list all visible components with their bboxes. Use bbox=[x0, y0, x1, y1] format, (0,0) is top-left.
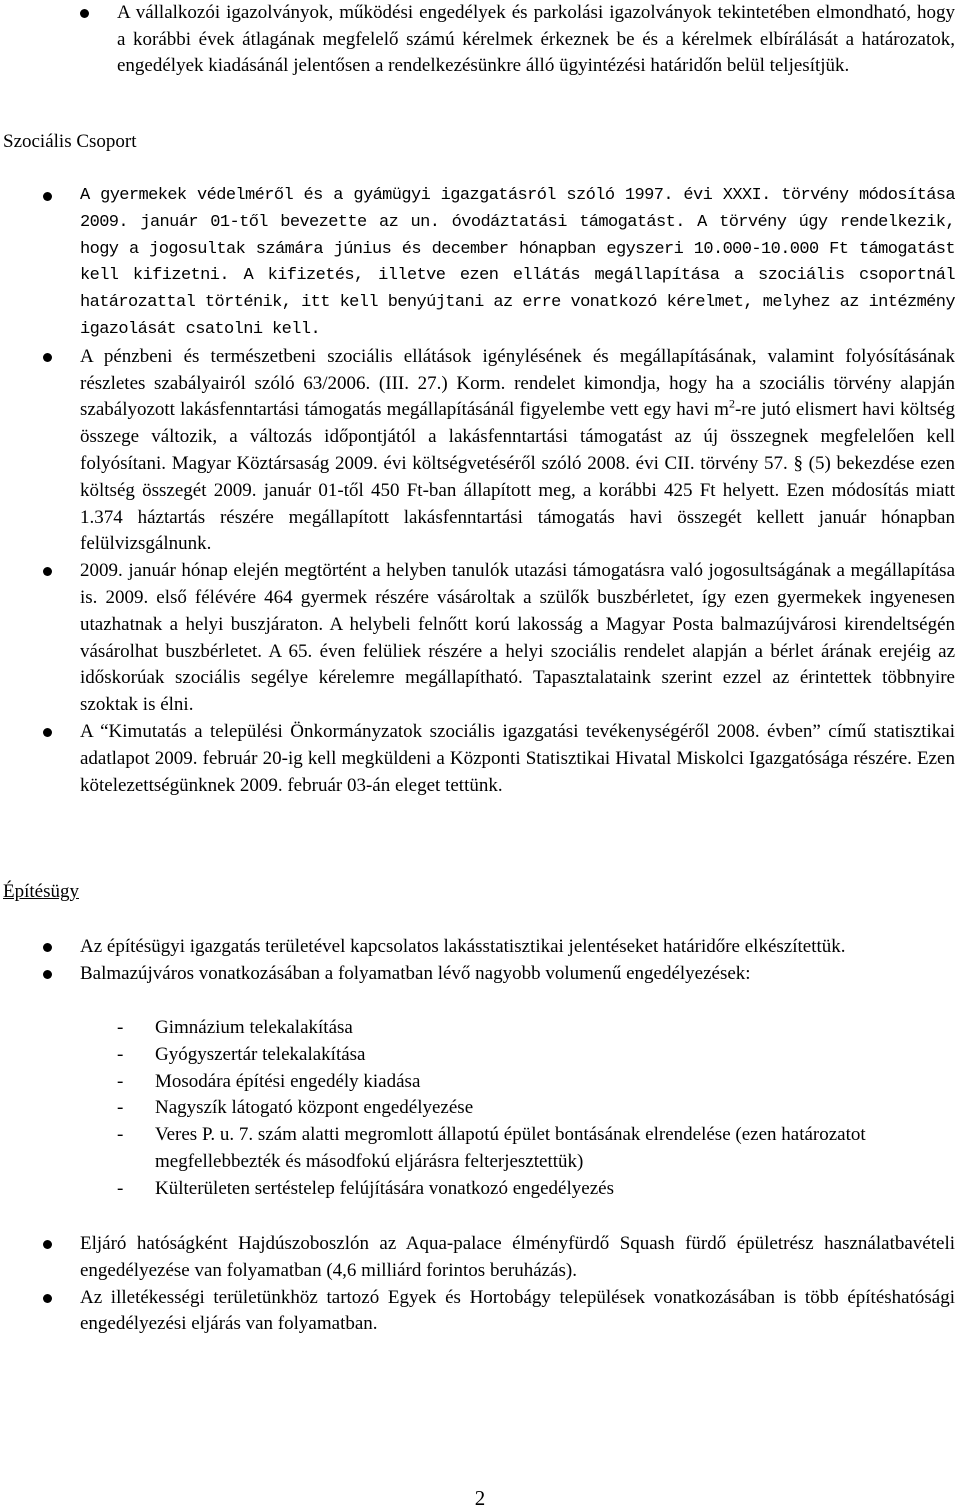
housing-text-part2: -re jutó elismert havi költség összege változik, a változás időpontjától a lakásfenntartási támogatást az új összegnek megfelelően kell folyósítani. Magyar Köztársaság 2009. évi költségvetéséről szóló 2008. évi CII. törvény 57. § (5) bekezdése ezen költség összegét 2009. január 01-től 450 Ft-ban állapított meg, a korábbi 425 Ft helyett. Ezen módosítás miatt 1.374 háztartás részére megállapított lakásfenntartási támogatás havi összegét kellett január hónapban felülvizsgálnunk. bbox=[80, 399, 955, 555]
dash-item: - Mosodára építési engedély kiadása bbox=[117, 1069, 957, 1096]
social-bullet-housing-support bbox=[80, 344, 955, 558]
intro-bullet: A vállalkozói igazolványok, működési engedélyek és parkolási igazolványok tekintetében elmondható, hogy a korábbi évek átlagának megfelelő számú kérelmek érkeznek be és a kérelmek elbírálását a határozatok, engedélyek kiadásánál jelentősen a rendelkezésünkre álló ügyintézési határidőn belül teljesítjük. bbox=[117, 0, 955, 80]
intro-list bbox=[117, 0, 955, 80]
building-bullet-list-2 bbox=[80, 1231, 955, 1338]
dash-item: - Nagyszík látogató központ engedélyezése bbox=[117, 1095, 957, 1122]
dash-item: - Veres P. u. 7. szám alatti megromlott állapotú épület bontásának elrendelése (ezen határozatot megfellebbezték és másodfokú eljárásra felterjesztettük) bbox=[117, 1122, 957, 1176]
permit-dash-list bbox=[117, 1015, 957, 1203]
building-bullet-list bbox=[80, 934, 955, 988]
building-bullet-aqua-palace: Eljáró hatóságként Hajdúszoboszlón az Aqua-palace élményfürdő Squash fürdő épületrész használatbavételi engedélyezése van folyamatban (4,6 milliárd forintos beruházás). bbox=[80, 1231, 955, 1285]
building-section-heading: Építésügy bbox=[3, 881, 79, 902]
building-bullet-egyek-hortobagy: Az illetékességi területünkhöz tartozó Egyek és Hortobágy települések vonatkozásában is több építéshatósági engedélyezési eljárás van folyamatban. bbox=[80, 1285, 955, 1339]
dash-item: - Gyógyszertár telekalakítása bbox=[117, 1042, 957, 1069]
social-bullet-list bbox=[80, 183, 955, 799]
social-bullet-travel-support: 2009. január hónap elején megtörtént a helyben tanulók utazási támogatásra való jogosultságának a megállapítása is. 2009. első félévére 464 gyermek részére vásároltak a szülők buszbérletet, így ezen gyermekek ingyenesen utazhatnak a helyi buszjáraton. A helybeli felnőtt korú lakosság a Magyar Posta balmazújvárosi kirendeltségén vásárolhat buszbérletet. A 65. éven felüliek részére a helyi szociális rendelet alapján a bérlet árának erejéig az időskorúak szociális segélye kérelemre megállapítható. Tapasztalataink szerint ezzel az érintettek többnyire szoktak is élni. bbox=[80, 558, 955, 719]
dash-item: - Gimnázium telekalakítása bbox=[117, 1015, 957, 1042]
housing-text-part1: A pénzbeni és természetbeni szociális ellátások igénylésének és megállapításának, valamint folyósításának részletes szabályairól szóló 63/2006. (III. 27.) Korm. rendelet kimondja, hogy ha a szociális törvény alapján szabályozott lakásfenntartási támogatás megállapításánál figyelembe vett egy havi m bbox=[80, 345, 955, 421]
building-bullet-statistics: Az építésügyi igazgatás területével kapcsolatos lakásstatisztikai jelentéseket határidőre elkészítettük. bbox=[80, 934, 955, 961]
building-bullet-permits: Balmazújváros vonatkozásában a folyamatban lévő nagyobb volumenű engedélyezések: bbox=[80, 961, 955, 988]
dash-item: - Külterületen sertéstelep felújítására vonatkozó engedélyezés bbox=[117, 1176, 957, 1203]
social-bullet-statistics: A “Kimutatás a települési Önkormányzatok szociális igazgatási tevékenységéről 2008. évben” című statisztikai adatlapot 2009. február 20-ig kell megküldeni a Központi Statisztikai Hivatal Miskolci Igazgatósága részére. Ezen kötelezettségünknek 2009. február 03-án eleget tettünk. bbox=[80, 719, 955, 799]
housing-superscript: 2 bbox=[728, 397, 735, 412]
page-number: 2 bbox=[474, 1486, 486, 1510]
social-bullet-kindergarten: A gyermekek védelméről és a gyámügyi igazgatásról szóló 1997. évi XXXI. törvény módosítása 2009. január 01-től bevezette az un. óvodáztatási támogatást. A törvény úgy rendelkezik, hogy a jogosultak számára június és december hónapban egyszeri 10.000-10.000 Ft támogatást kell kifizetni. A kifizetés, illetve ezen ellátás megállapítása a szociális csoportnál határozattal történik, itt kell benyújtani az erre vonatkozó kérelmet, melyhez az intézmény igazolását csatolni kell. bbox=[80, 183, 955, 344]
social-section-heading: Szociális Csoport bbox=[3, 131, 137, 152]
